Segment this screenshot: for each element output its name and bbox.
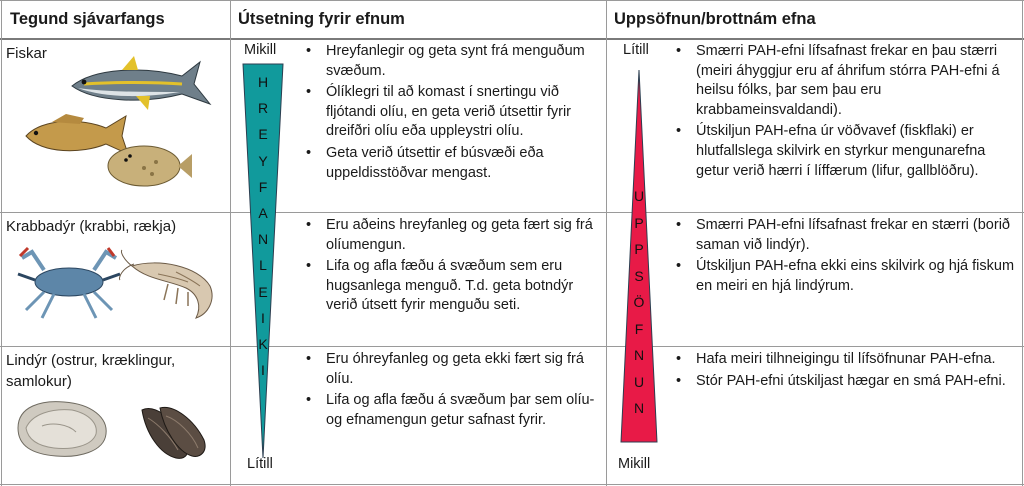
uptake-list-molluscs [670,350,1018,393]
list-item: • Útskiljun PAH-efna úr vöðvavef (fiskflaki) er hlutfallslega skilvirk en styrkur mengunarefna getur verið hærri í líffærum (lifur, gallblöðru). [670,122,1018,181]
row-label-crustaceans: Krabbadýr (krabbi, rækja) [6,218,177,235]
mussel-icon [134,400,214,462]
row-label-molluscs: Lindýr (ostrur, kræklingur, samlokur) [6,352,176,390]
list-item: • Lifa og afla fæðu á svæðum þar sem olíu- og efnamengun getur safnast fyrir. [300,391,600,430]
header-species: Tegund sjávarfangs [10,10,165,28]
table-border-bottom [0,484,1024,485]
exposure-word-letter: R [257,100,269,117]
col-divider [1,0,2,486]
exposure-word-letter: N [257,231,269,248]
list-item: • Ólíklegri til að komast í snertingu við fljótandi olíu, en geta verið útsettir fyrir dreifðri olíu eða uppleystri olíu. [300,83,600,142]
col-divider [230,0,231,486]
exposure-bottom-label: Lítill [247,456,273,472]
uptake-wedge [612,40,666,484]
list-item: • Hreyfanlegir og geta synt frá menguðum svæðum. [300,42,600,81]
uptake-word-letter: F [634,320,644,337]
uptake-word-letter: S [634,267,644,284]
exposure-word-letter: I [261,309,265,326]
col-divider [606,0,607,486]
exposure-word-letter: H [257,74,269,90]
list-item: • Eru óhreyfanleg og geta ekki fært sig frá olíu. [300,350,600,389]
uptake-word-letter: P [634,241,644,257]
uptake-top-label: Lítill [623,42,649,58]
exposure-word-letter: E [258,283,268,300]
tuna-icon [64,54,214,114]
uptake-bottom-label: Mikill [618,456,651,472]
exposure-word-letter: K [258,336,268,352]
col-divider [1022,0,1023,486]
row-label-fish: Fiskar [6,45,47,62]
exposure-list-crustaceans [300,216,600,318]
exposure-word-letter: A [258,205,268,221]
uptake-word-letter: U [633,373,645,390]
exposure-word-letter: Y [258,152,268,169]
list-item: • Stór PAH-efni útskiljast hægar en smá PAH-efni. [670,372,1018,392]
list-item: • Hafa meiri tilhneigingu til lífsöfnunar PAH-efna. [670,350,1018,370]
list-item: • Lifa og afla fæðu á svæðum sem eru hugsanlega menguð. T.d. geta botndýr verið útsett fyrir menguðu seti. [300,257,600,316]
blue-crab-icon [14,244,124,324]
list-item: • Smærri PAH-efni lífsafnast frekar en stærri (borið saman við lindýr). [670,216,1018,255]
list-item: • Smærri PAH-efni lífsafnast frekar en þau stærri (meiri áhyggjur eru af áhrifum stórra PAH-efni á heilsu fólks, þar sem þau eru krabbameinsvaldandi). [670,42,1018,120]
uptake-word-letter: U [633,188,645,204]
header-exposure: Útsetning fyrir efnum [238,10,405,28]
exposure-top-label: Mikill [244,42,277,58]
exposure-word-letter: E [258,126,268,143]
uptake-list-crustaceans [670,216,1018,298]
shrimp-icon [118,248,222,328]
uptake-word-letter: P [634,214,644,231]
exposure-word-letter: L [259,257,267,274]
exposure-list-molluscs [300,350,600,432]
exposure-word-letter: F [258,178,268,195]
row-divider [0,212,1024,213]
exposure-list-fish [300,42,600,185]
exposure-word-letter: I [261,362,265,379]
uptake-word-letter: N [633,400,645,416]
uptake-word-letter: N [633,347,645,363]
row-divider [0,346,1024,347]
list-item: • Eru aðeins hreyfanleg og geta fært sig frá olíumengun. [300,216,600,255]
flounder-icon [104,142,194,190]
list-item: • Útskiljun PAH-efna ekki eins skilvirk og hjá fiskum en meiri en hjá lindýrum. [670,257,1018,296]
uptake-word-letter: Ö [633,294,645,310]
header-uptake: Uppsöfnun/brottnám efna [614,10,816,28]
oyster-icon [12,396,112,460]
uptake-list-fish [670,42,1018,183]
list-item: • Geta verið útsettir ef búsvæði eða uppeldisstöðvar mengast. [300,144,600,183]
